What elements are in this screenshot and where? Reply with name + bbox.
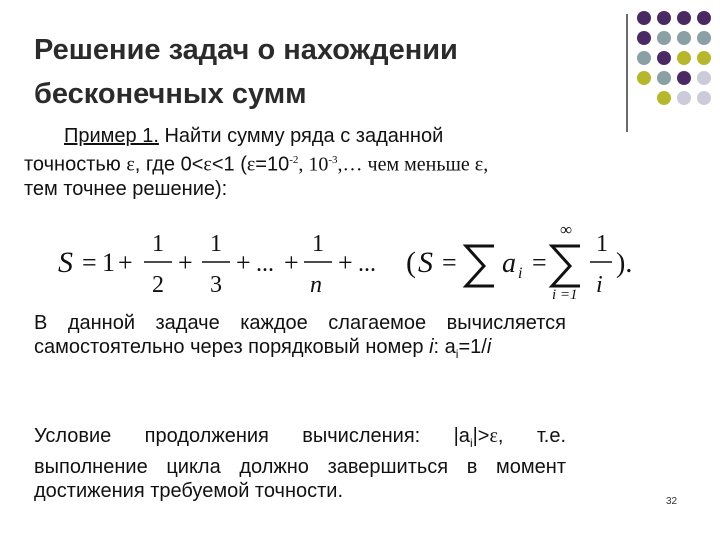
decorative-dot [657,71,671,85]
formula-plus: + [236,248,251,277]
example-paragraph [24,124,614,201]
fraction-numerator: 1 [152,231,164,257]
formula-open-paren: ( [406,246,416,279]
para1-sub: i [455,347,459,361]
title-line-1: Решение задач о нахождении [34,34,458,66]
decorative-dot [657,91,671,105]
formula-ellipsis: ... [358,251,376,277]
epsilon-symbol: ε [246,153,256,176]
para2-text-1: Условие продолжения вычисления: |a [34,425,470,447]
decorative-dot [677,11,691,25]
decorative-dot [697,71,711,85]
decorative-dot [697,91,711,105]
para1-i: i [429,336,434,358]
decorative-dot [657,31,671,45]
fraction-denominator: i [596,272,603,298]
paragraph-term-computation [34,311,566,366]
formula-S: S [58,246,73,279]
formula-equals: = [532,248,547,277]
epsilon-symbol: ε [489,425,498,447]
para1-i2: i [486,336,492,358]
formula-plus: + [338,248,353,277]
para1-colon: : a [433,336,456,358]
decorative-dot [657,11,671,25]
fraction-denominator: 2 [152,272,164,298]
para2-sub: i [469,436,473,450]
fraction-denominator: 3 [210,272,222,298]
epsilon-symbol: ε [474,153,484,176]
title-line-2: бесконечных сумм [34,78,307,110]
formula-close: ). [616,248,633,279]
formula-plus: + [118,248,133,277]
decorative-dot [637,51,651,65]
example-text-2: точностью [24,153,127,176]
fraction-numerator: 1 [596,231,608,257]
fraction-denominator: n [310,272,322,298]
decorative-dot [637,11,651,25]
formula-equals: = [442,248,457,277]
formula-ellipsis: ... [256,251,274,277]
formula-one: 1 [102,248,115,277]
example-text-5: =10 [255,153,290,176]
example-text-1: Найти сумму ряда с заданной [158,125,444,147]
sigma-icon [552,246,580,286]
decorative-dot [637,71,651,85]
example-text-3: , где 0< [134,153,204,176]
epsilon-symbol: ε [203,153,212,176]
formula-equals: = [82,248,97,277]
fraction-numerator: 1 [210,231,222,257]
formula-S: S [418,246,433,279]
exponent: -3 [328,154,338,166]
decorative-dot [677,51,691,65]
para1-text: В данной задаче каждое слагаемое вычисляется самостоятельно через порядковый номер [34,312,566,358]
page-number: 32 [666,496,678,507]
fraction-numerator: 1 [312,231,324,257]
example-line-3: тем точнее решение): [24,177,228,200]
formula-plus: + [178,248,193,277]
slide-title [34,28,458,116]
sigma-icon [466,246,494,286]
formula-subscript-i: i [518,265,523,282]
formula-a: a [502,248,516,279]
decorative-dot [677,71,691,85]
formula-plus: + [284,248,299,277]
sum-upper-limit: ∞ [560,224,573,239]
para2-text-3: , т.е. выполнение цикла должно завершиться в момент достижения требуемой точности. [34,425,566,502]
decorative-dot [697,51,711,65]
decorative-dot [657,51,671,65]
decorative-divider [626,14,628,132]
series-formula [40,224,640,300]
para1-tail: =1/ [458,336,487,358]
example-text-8: , [483,153,489,176]
decorative-dot [697,11,711,25]
sum-lower-limit: i =1 [552,287,578,300]
decorative-dot [697,31,711,45]
example-text-7: ,… чем меньше [337,153,475,176]
exponent: -2 [289,154,299,166]
decorative-dot [677,91,691,105]
epsilon-symbol: ε [126,153,135,176]
example-text-6: , 10 [298,153,329,176]
decorative-dot [677,31,691,45]
example-text-4: <1 ( [211,153,247,176]
example-label: Пример 1. [64,125,159,147]
paragraph-loop-condition [34,424,566,503]
decorative-dot [637,31,651,45]
para2-text-2: |> [472,425,490,447]
